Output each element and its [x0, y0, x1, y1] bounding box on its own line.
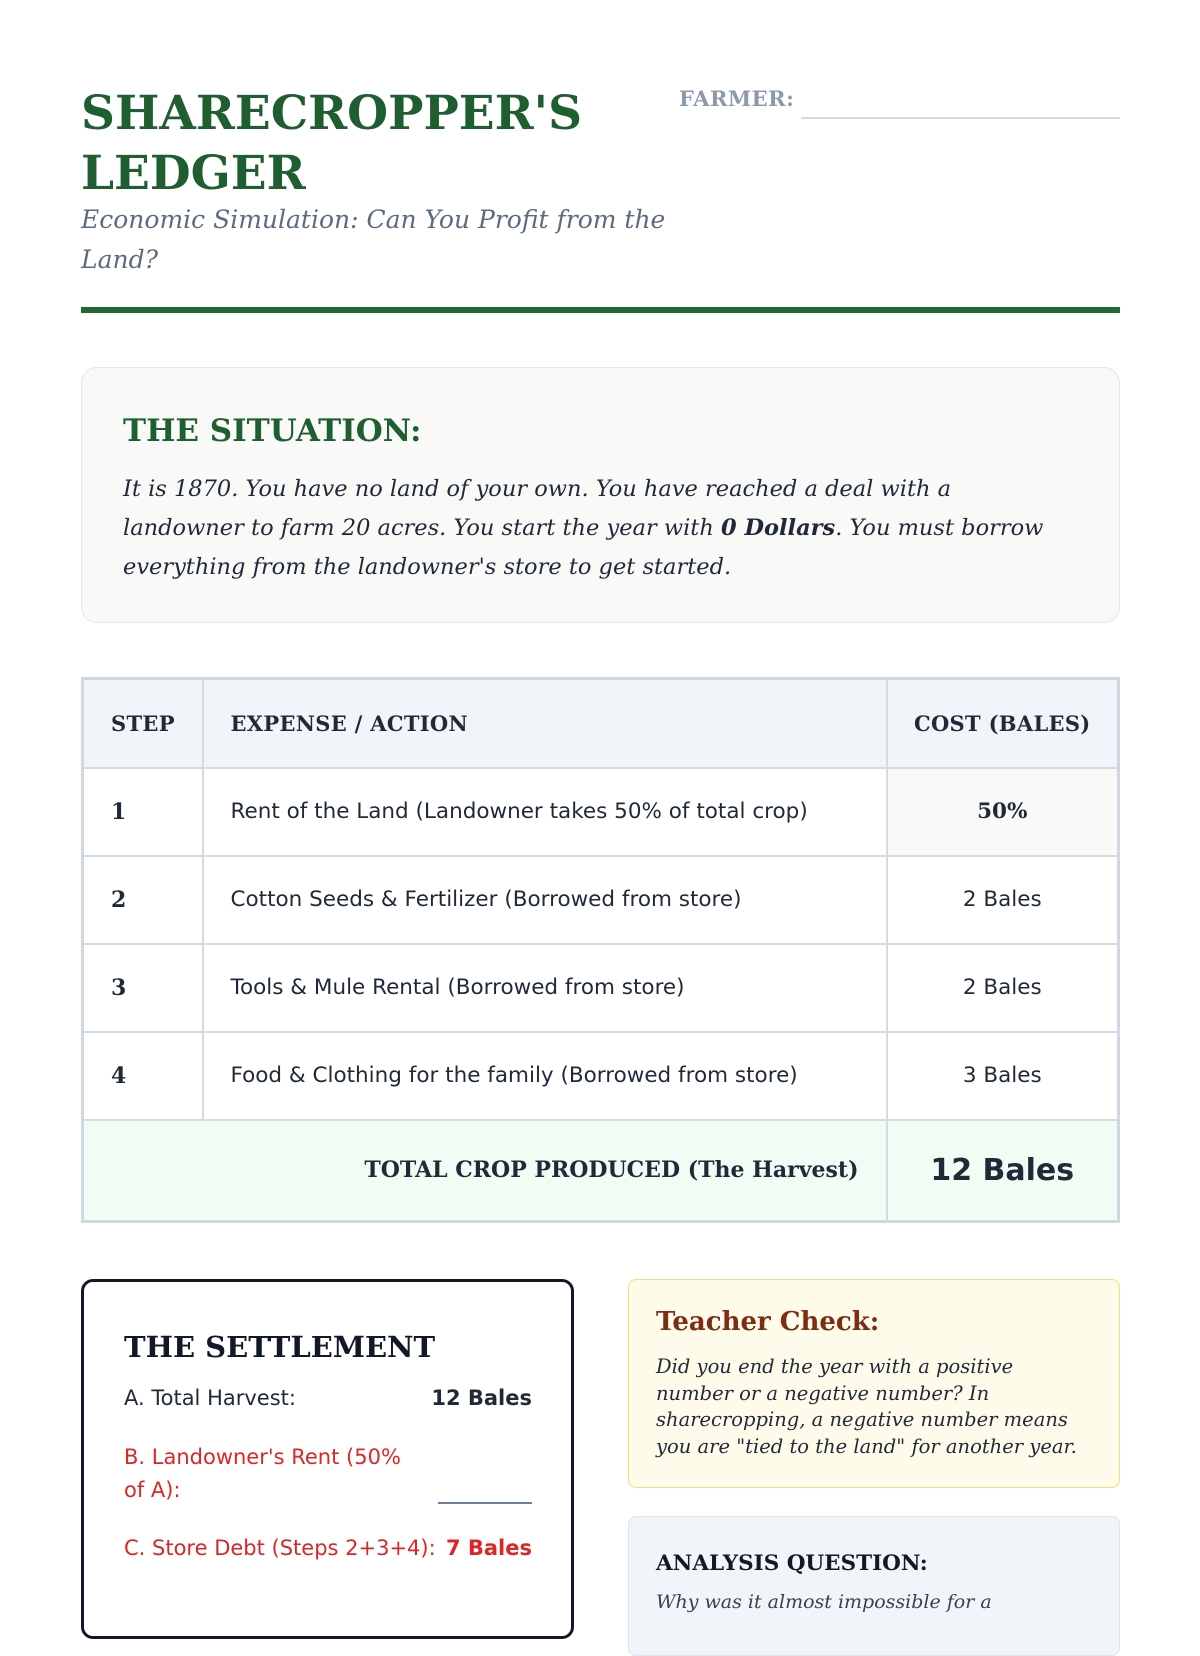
table-header-row	[83, 679, 1119, 768]
teacher-check-text: Did you end the year with a positive number or a negative number? In sharecropping, a negative number means you are "tied to the land" for another year.	[656, 1355, 1077, 1458]
rent-answer-field[interactable]	[438, 1502, 532, 1504]
total-label: TOTAL CROP PRODUCED (The Harvest)	[83, 1120, 887, 1222]
step-number: 3	[83, 944, 203, 1032]
header-cost: COST (BALES)	[887, 679, 1119, 768]
expense-description: Tools & Mule Rental (Borrowed from store)	[203, 944, 887, 1032]
table-row	[83, 1032, 1119, 1120]
farmer-label: FARMER:	[679, 86, 795, 111]
settlement-row-rent	[124, 1441, 532, 1507]
expense-table	[81, 677, 1120, 1223]
expense-description: Rent of the Land (Landowner takes 50% of total crop)	[203, 768, 887, 856]
total-row	[83, 1120, 1119, 1222]
page-title: SHARECROPPER'S LEDGER	[81, 86, 583, 201]
situation-text-start: It is 1870. You have no land of your own. You have reached a deal with a landowner to farm 20 acres. You start the year with	[123, 476, 952, 541]
situation-box	[81, 367, 1120, 623]
expense-cost: 2 Bales	[887, 944, 1119, 1032]
header-expense: EXPENSE / ACTION	[203, 679, 887, 768]
step-number: 4	[83, 1032, 203, 1120]
step-number: 1	[83, 768, 203, 856]
expense-description: Cotton Seeds & Fertilizer (Borrowed from store)	[203, 856, 887, 944]
header-divider	[81, 307, 1120, 313]
starting-money: 0 Dollars	[721, 515, 836, 541]
step-number: 2	[83, 856, 203, 944]
expense-cost: 50%	[887, 768, 1119, 856]
farmer-name-field[interactable]	[801, 117, 1120, 119]
expense-description: Food & Clothing for the family (Borrowed from store)	[203, 1032, 887, 1120]
analysis-heading: ANALYSIS QUESTION:	[656, 1551, 928, 1576]
table-row	[83, 856, 1119, 944]
expense-cost: 3 Bales	[887, 1032, 1119, 1120]
debt-label: C. Store Debt (Steps 2+3+4):	[124, 1536, 436, 1560]
rent-label: B. Landowner's Rent (50% of A):	[124, 1445, 401, 1502]
worksheet-page	[81, 0, 1120, 1613]
total-value: 12 Bales	[887, 1120, 1119, 1222]
expense-cost: 2 Bales	[887, 856, 1119, 944]
header-step: STEP	[83, 679, 203, 768]
settlement-box	[81, 1279, 574, 1639]
teacher-check-heading: Teacher Check:	[656, 1307, 880, 1337]
settlement-row-harvest	[124, 1382, 532, 1415]
situation-text-end: . You must borrow everything from the landowner's store to get started.	[123, 515, 1044, 580]
harvest-label: A. Total Harvest:	[124, 1386, 296, 1410]
teacher-check-box	[628, 1279, 1120, 1488]
settlement-row-debt	[124, 1532, 532, 1565]
page-subtitle: Economic Simulation: Can You Profit from the Land?	[81, 205, 666, 274]
analysis-box	[628, 1516, 1120, 1656]
settlement-heading: THE SETTLEMENT	[124, 1330, 436, 1364]
table-row	[83, 768, 1119, 856]
analysis-text: Why was it almost impossible for a	[656, 1591, 992, 1613]
situation-heading: THE SITUATION:	[123, 413, 422, 449]
harvest-value: 12 Bales	[431, 1386, 532, 1410]
situation-text	[123, 470, 1073, 587]
table-row	[83, 944, 1119, 1032]
debt-value: 7 Bales	[445, 1536, 532, 1560]
